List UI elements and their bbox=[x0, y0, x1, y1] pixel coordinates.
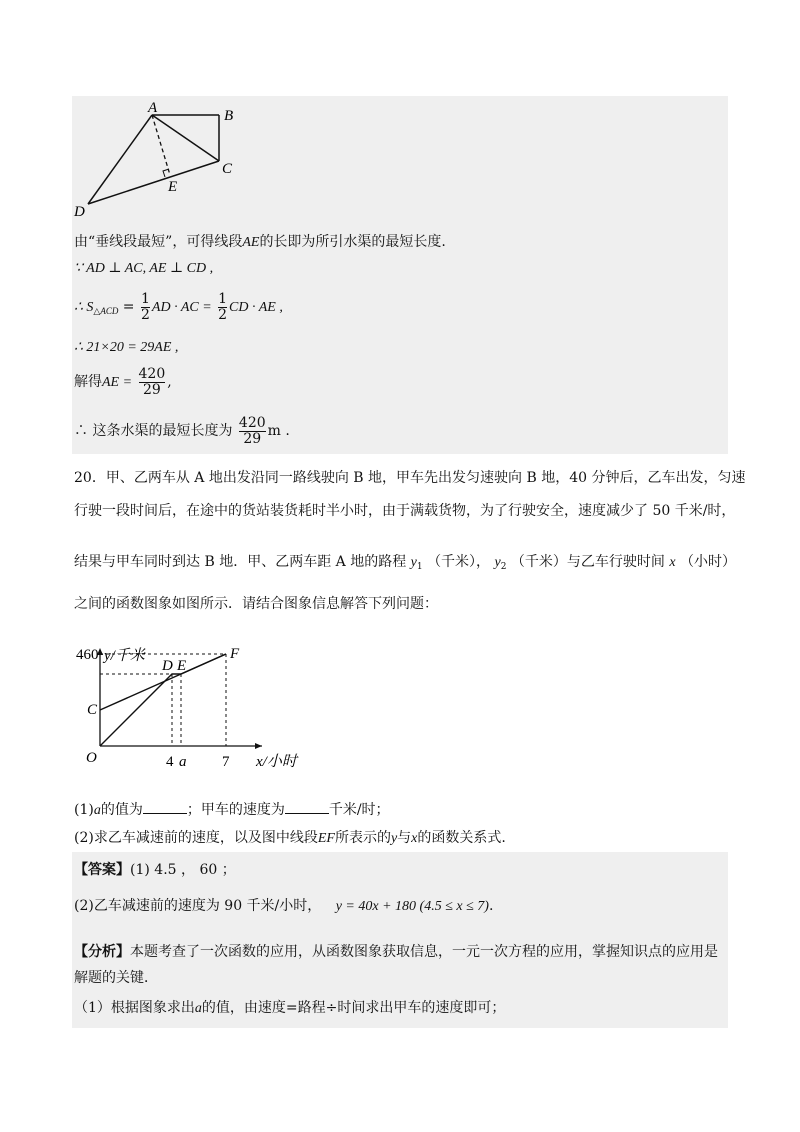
point-label-b: B bbox=[224, 108, 234, 124]
x-axis-arrow bbox=[255, 743, 262, 749]
x-axis-label: x/小时 bbox=[256, 754, 297, 770]
function-graph bbox=[72, 618, 302, 774]
x-tick-label-a: a bbox=[179, 754, 187, 770]
point-label-o: O bbox=[86, 750, 97, 766]
answer-blank-speed bbox=[285, 801, 329, 814]
question-1: (1)a的值为 ；甲车的速度为 千米/时； bbox=[74, 802, 390, 818]
answer-blank-a bbox=[143, 801, 187, 814]
problem-text-line-4: 之间的函数图象如图所示．请结合图象信息解答下列问题： bbox=[74, 596, 438, 612]
analysis-label: 【分析】 bbox=[74, 944, 130, 960]
solution-line-1: 由“垂线段最短”，可得线段AE的长即为所引水渠的最短长度. bbox=[74, 234, 446, 250]
answer-line-1: 【答案】(1) 4.5 ， 60 ； bbox=[74, 862, 236, 878]
point-label-c: C bbox=[222, 161, 233, 177]
point-label-e: E bbox=[177, 658, 187, 674]
y-tick-label: 460 bbox=[76, 647, 99, 663]
analysis-line-3: （1）根据图象求出a的值，由速度=路程÷时间求出甲车的速度即可； bbox=[74, 1000, 506, 1016]
answer-label: 【答案】 bbox=[74, 862, 130, 878]
y-axis-label: y/千米 bbox=[104, 648, 145, 664]
question-2: (2)求乙车减速前的速度，以及图中线段EF所表示的y与x的函数关系式. bbox=[74, 830, 506, 846]
solution-line-5: 解得AE = $\frac{420}{29}$ , bbox=[74, 365, 172, 398]
x-tick-label-7: 7 bbox=[222, 754, 230, 770]
x-tick-label-4: 4 bbox=[166, 754, 174, 770]
point-label-a: A bbox=[148, 100, 158, 116]
solution-line-4: ∴ 21×20 = 29AE , bbox=[74, 340, 179, 355]
problem-text-line-2: 行驶一段时间后，在途中的货站装货耗时半小时，由于满载货物，为了行驶安全，速度减少了 50 千米/时， bbox=[74, 503, 736, 519]
point-label-d: D bbox=[74, 204, 85, 220]
answer-line-2: (2)乙车减速前的速度为 90 千米/小时， y = 40x + 180 (4.5 ≤ x ≤ 7). bbox=[74, 898, 494, 914]
solution-line-3: ∴ $S_{\triangle ACD}$ = $\frac{1}{2}$ AD · AC = $\frac{1}{2}$ CD · AE , bbox=[74, 290, 283, 323]
solution-line-2: ∵ AD ⊥ AC, AE ⊥ CD , bbox=[74, 261, 214, 276]
problem-text-line-1: 20．甲、乙两车从 A 地出发沿同一路线驶向 B 地，甲车先出发匀速驶向 B 地，40 分钟后，乙车出发，匀速 bbox=[74, 470, 746, 486]
point-label-f: F bbox=[230, 646, 240, 662]
analysis-line-2: 解题的关键． bbox=[74, 970, 158, 986]
point-label-e: E bbox=[168, 179, 178, 195]
solution-line-6: ∴ 这条水渠的最短长度为 $\frac{420}{29}$ m . bbox=[74, 414, 290, 447]
point-label-d: D bbox=[162, 658, 173, 674]
problem-text-line-3: 结果与甲车同时到达 B 地．甲、乙两车距 A 地的路程 $y_1$ （千米）， $y_2$ （千米）与乙车行驶时间 x （小时） bbox=[74, 554, 737, 572]
geometry-figure bbox=[72, 96, 272, 220]
point-label-c: C bbox=[87, 702, 98, 718]
analysis-line-1: 【分析】本题考查了一次函数的应用，从函数图象获取信息，一元一次方程的应用，掌握知识点的应用是 bbox=[74, 944, 718, 960]
